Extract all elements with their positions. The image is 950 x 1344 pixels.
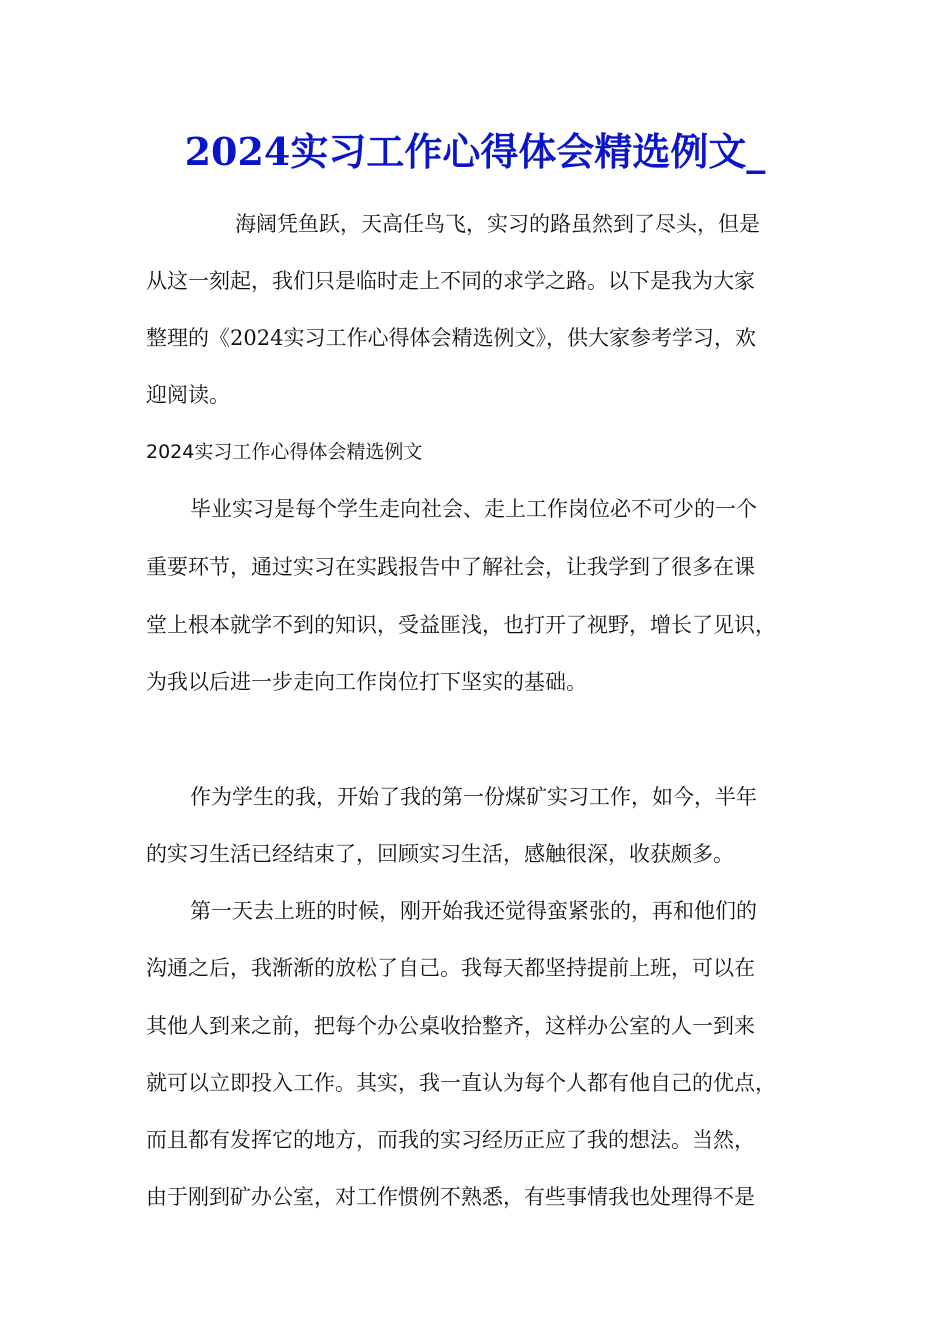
para1-line-2: 重要环节，通过实习在实践报告中了解社会，让我学到了很多在课	[146, 555, 755, 579]
para3-line-4: 就可以立即投入工作。其实，我一直认为每个人都有他自己的优点，	[146, 1071, 776, 1095]
para1-line-1: 毕业实习是每个学生走向社会、走上工作岗位必不可少的一个	[190, 497, 757, 521]
intro-line-2: 从这一刻起，我们只是临时走上不同的求学之路。以下是我为大家	[146, 269, 755, 293]
para2-line-2: 的实习生活已经结束了，回顾实习生活，感触很深，收获颇多。	[146, 842, 734, 866]
para3-line-3: 其他人到来之前，把每个办公桌收拾整齐，这样办公室的人一到来	[146, 1014, 755, 1038]
intro-line-3: 整理的《2024实习工作心得体会精选例文》，供大家参考学习，欢	[146, 326, 756, 350]
section-subheading: 2024实习工作心得体会精选例文	[146, 441, 423, 463]
para1-line-3: 堂上根本就学不到的知识，受益匪浅，也打开了视野，增长了见识，	[146, 613, 776, 637]
para3-line-5: 而且都有发挥它的地方，而我的实习经历正应了我的想法。当然，	[146, 1128, 755, 1152]
para1-line-4: 为我以后进一步走向工作岗位打下坚实的基础。	[146, 670, 587, 694]
document-title: 2024实习工作心得体会精选例文_	[184, 129, 766, 174]
para3-line-2: 沟通之后，我渐渐的放松了自己。我每天都坚持提前上班，可以在	[146, 956, 755, 980]
intro-line-1: 海阔凭鱼跃，天高任鸟飞，实习的路虽然到了尽头，但是	[235, 212, 760, 236]
para2-line-1: 作为学生的我，开始了我的第一份煤矿实习工作，如今，半年	[190, 785, 757, 809]
para3-line-6: 由于刚到矿办公室，对工作惯例不熟悉，有些事情我也处理得不是	[146, 1185, 755, 1209]
intro-line-4: 迎阅读。	[146, 383, 230, 407]
para3-line-1: 第一天去上班的时候，刚开始我还觉得蛮紧张的，再和他们的	[190, 899, 757, 923]
